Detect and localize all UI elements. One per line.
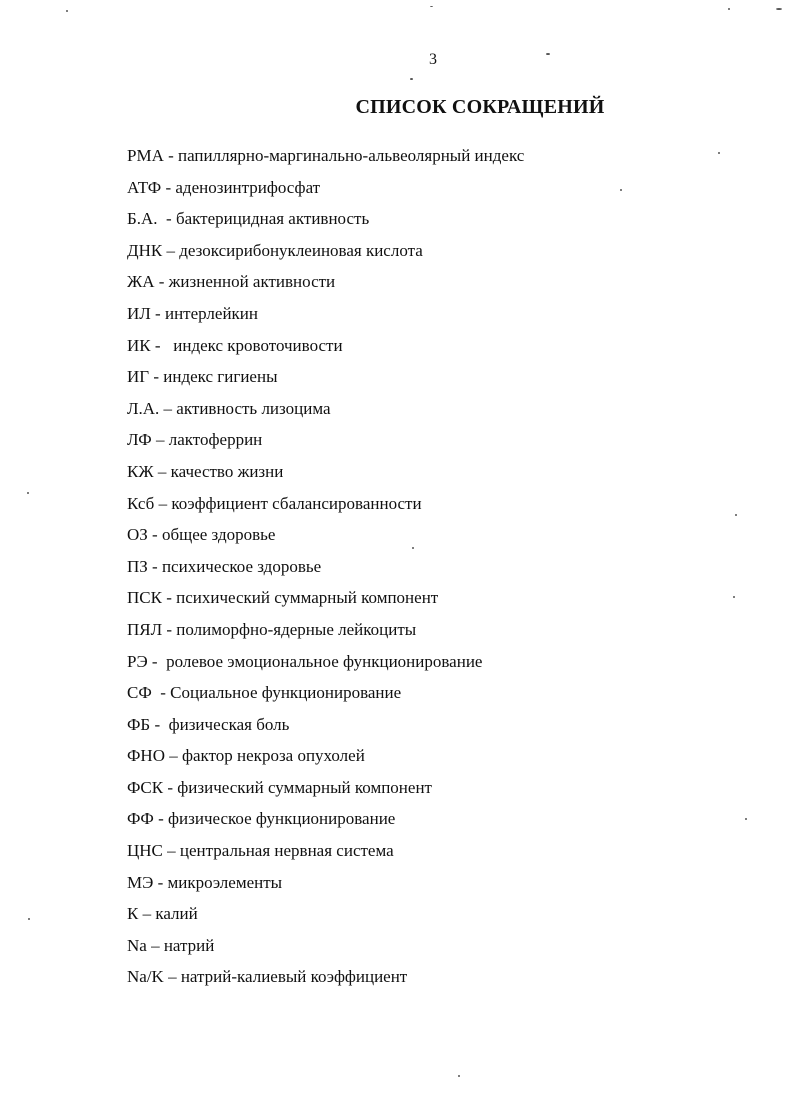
scan-speck bbox=[410, 78, 413, 80]
list-item: ЦНС – центральная нервная система bbox=[127, 841, 394, 861]
list-item: ЛФ – лактоферрин bbox=[127, 430, 263, 450]
list-item: К – калий bbox=[127, 904, 198, 924]
scan-speck bbox=[745, 818, 747, 820]
scan-speck bbox=[458, 1075, 460, 1077]
scan-speck bbox=[66, 10, 68, 12]
list-item: Na – натрий bbox=[127, 935, 215, 955]
list-item: ФСК - физический суммарный компонент bbox=[127, 777, 432, 797]
scan-speck bbox=[735, 514, 737, 516]
list-item: ПСК - психический суммарный компонент bbox=[127, 588, 439, 608]
scan-speck bbox=[620, 189, 622, 191]
scan-speck bbox=[412, 547, 414, 549]
list-item: Б.А. - бактерицидная активность bbox=[127, 209, 370, 229]
list-item: СФ - Социальное функционирование bbox=[127, 683, 402, 703]
list-item: АТФ - аденозинтрифосфат bbox=[127, 177, 321, 197]
scan-speck bbox=[776, 8, 782, 10]
page-title: СПИСОК СОКРАЩЕНИЙ bbox=[355, 96, 605, 118]
list-item: ЖА - жизненной активности bbox=[127, 272, 336, 292]
scan-speck bbox=[718, 152, 720, 154]
page-number: 3 bbox=[429, 51, 437, 68]
list-item: РЭ - ролевое эмоциональное функционирование bbox=[127, 651, 483, 671]
list-item: ФФ - физическое функционирование bbox=[127, 809, 396, 829]
list-item: Л.А. – активность лизоцима bbox=[127, 398, 331, 418]
list-item: ДНК – дезоксирибонуклеиновая кислота bbox=[127, 240, 423, 260]
list-item: ИК - индекс кровоточивости bbox=[127, 335, 343, 355]
list-item: ОЗ - общее здоровье bbox=[127, 525, 276, 545]
list-item: РМА - папиллярно-маргинально-альвеолярный индекс bbox=[127, 146, 525, 165]
list-item: МЭ - микроэлементы bbox=[127, 872, 283, 892]
scan-speck bbox=[27, 492, 29, 494]
scan-speck bbox=[430, 6, 433, 7]
scan-speck bbox=[28, 918, 30, 920]
scan-speck bbox=[546, 53, 550, 55]
list-item: КЖ – качество жизни bbox=[127, 461, 284, 481]
list-item: ПЯЛ - полиморфно-ядерные лейкоциты bbox=[127, 619, 417, 639]
list-item: ИЛ - интерлейкин bbox=[127, 303, 258, 323]
list-item: ПЗ - психическое здоровье bbox=[127, 556, 322, 576]
list-item: Na/K – натрий-калиевый коэффициент bbox=[127, 967, 408, 987]
list-item: ИГ - индекс гигиены bbox=[127, 367, 278, 387]
list-item: ФБ - физическая боль bbox=[127, 714, 290, 734]
list-item: ФНО – фактор некроза опухолей bbox=[127, 746, 365, 766]
scan-speck bbox=[728, 8, 730, 10]
scan-speck bbox=[733, 596, 735, 598]
abbreviation-list bbox=[127, 143, 524, 996]
list-item: Ксб – коэффициент сбалансированности bbox=[127, 493, 422, 513]
